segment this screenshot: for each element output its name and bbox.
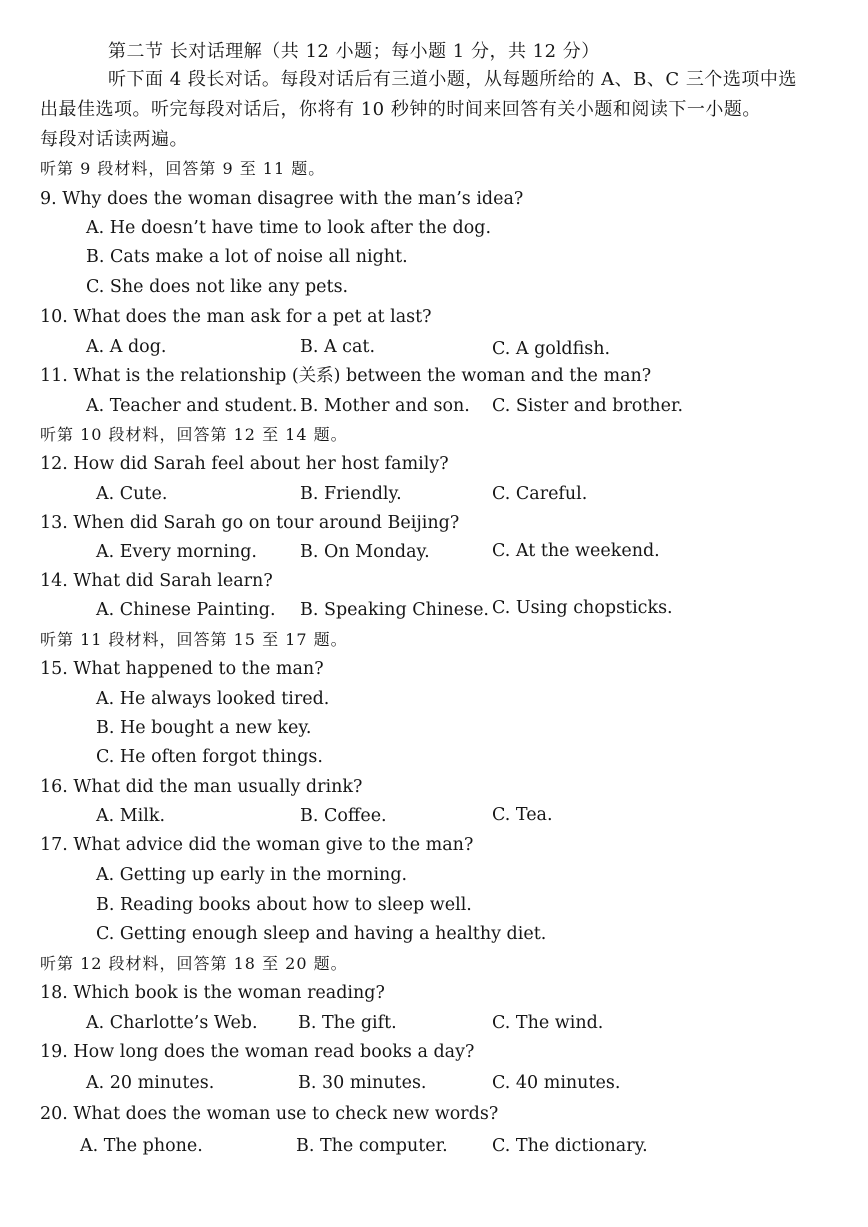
question-stem: 11. What is the relationship (关系) between the woman and the man? [40, 366, 652, 386]
question-stem: 9. Why does the woman disagree with the man’s idea? [40, 189, 524, 209]
option-a: A. Cute. [96, 484, 168, 504]
question-stem: 10. What does the man ask for a pet at last? [40, 307, 432, 327]
material-heading: 听第 11 段材料，回答第 15 至 17 题。 [40, 630, 348, 649]
option-b: B. Speaking Chinese. [300, 600, 489, 620]
option-b: B. A cat. [300, 337, 376, 357]
option-a: A. 20 minutes. [86, 1073, 215, 1093]
option-b: B. The computer. [296, 1136, 448, 1156]
option-c: C. Careful. [492, 484, 588, 504]
question-stem: 20. What does the woman use to check new words? [40, 1104, 499, 1124]
option-b: B. Cats make a lot of noise all night. [86, 247, 408, 267]
question-stem: 15. What happened to the man? [40, 659, 324, 679]
question-stem: 13. When did Sarah go on tour around Beijing? [40, 513, 460, 533]
question-stem: 14. What did Sarah learn? [40, 571, 273, 591]
option-a: A. A dog. [86, 337, 167, 357]
option-c: C. Tea. [492, 805, 553, 825]
option-c: C. Getting enough sleep and having a healthy diet. [96, 924, 547, 944]
option-b: B. The gift. [298, 1013, 397, 1033]
material-heading: 听第 12 段材料，回答第 18 至 20 题。 [40, 954, 348, 973]
option-b: B. He bought a new key. [96, 718, 312, 738]
question-stem: 17. What advice did the woman give to the man? [40, 835, 474, 855]
option-a: A. He always looked tired. [96, 689, 330, 709]
option-a: A. Chinese Painting. [96, 600, 276, 620]
option-b: B. On Monday. [300, 542, 430, 562]
option-c: C. The dictionary. [492, 1136, 648, 1156]
option-c: C. A goldfish. [492, 339, 611, 359]
option-c: C. Using chopsticks. [492, 598, 673, 618]
option-c: C. 40 minutes. [492, 1073, 621, 1093]
option-c: C. She does not like any pets. [86, 277, 349, 297]
option-a: A. He doesn’t have time to look after the dog. [86, 218, 492, 238]
option-a: A. The phone. [80, 1136, 203, 1156]
material-heading: 听第 10 段材料，回答第 12 至 14 题。 [40, 425, 348, 444]
option-a: A. Milk. [96, 806, 166, 826]
question-stem: 12. How did Sarah feel about her host family? [40, 454, 449, 474]
option-c: C. The wind. [492, 1013, 604, 1033]
instruction-line-1: 听下面 4 段长对话。每段对话后有三道小题，从每题所给的 A、B、C 三个选项中选 [108, 69, 797, 90]
option-b: B. Coffee. [300, 806, 387, 826]
option-c: C. Sister and brother. [492, 396, 684, 416]
instruction-line-3: 每段对话读两遍。 [40, 129, 188, 150]
option-a: A. Charlotte’s Web. [86, 1013, 258, 1033]
question-stem: 18. Which book is the woman reading? [40, 983, 385, 1003]
option-c: C. At the weekend. [492, 541, 660, 561]
material-heading: 听第 9 段材料，回答第 9 至 11 题。 [40, 159, 326, 178]
section-title: 第二节 长对话理解（共 12 小题；每小题 1 分，共 12 分） [108, 41, 600, 62]
option-b: B. Friendly. [300, 484, 402, 504]
option-a: A. Teacher and student. [86, 396, 298, 416]
option-a: A. Every morning. [96, 542, 257, 562]
question-stem: 16. What did the man usually drink? [40, 777, 363, 797]
instruction-line-2: 出最佳选项。听完每段对话后，你将有 10 秒钟的时间来回答有关小题和阅读下一小题。 [40, 99, 761, 120]
option-b: B. Reading books about how to sleep well. [96, 895, 472, 915]
option-b: B. Mother and son. [300, 396, 470, 416]
option-a: A. Getting up early in the morning. [96, 865, 408, 885]
question-stem: 19. How long does the woman read books a day? [40, 1042, 475, 1062]
option-c: C. He often forgot things. [96, 747, 323, 767]
option-b: B. 30 minutes. [298, 1073, 427, 1093]
